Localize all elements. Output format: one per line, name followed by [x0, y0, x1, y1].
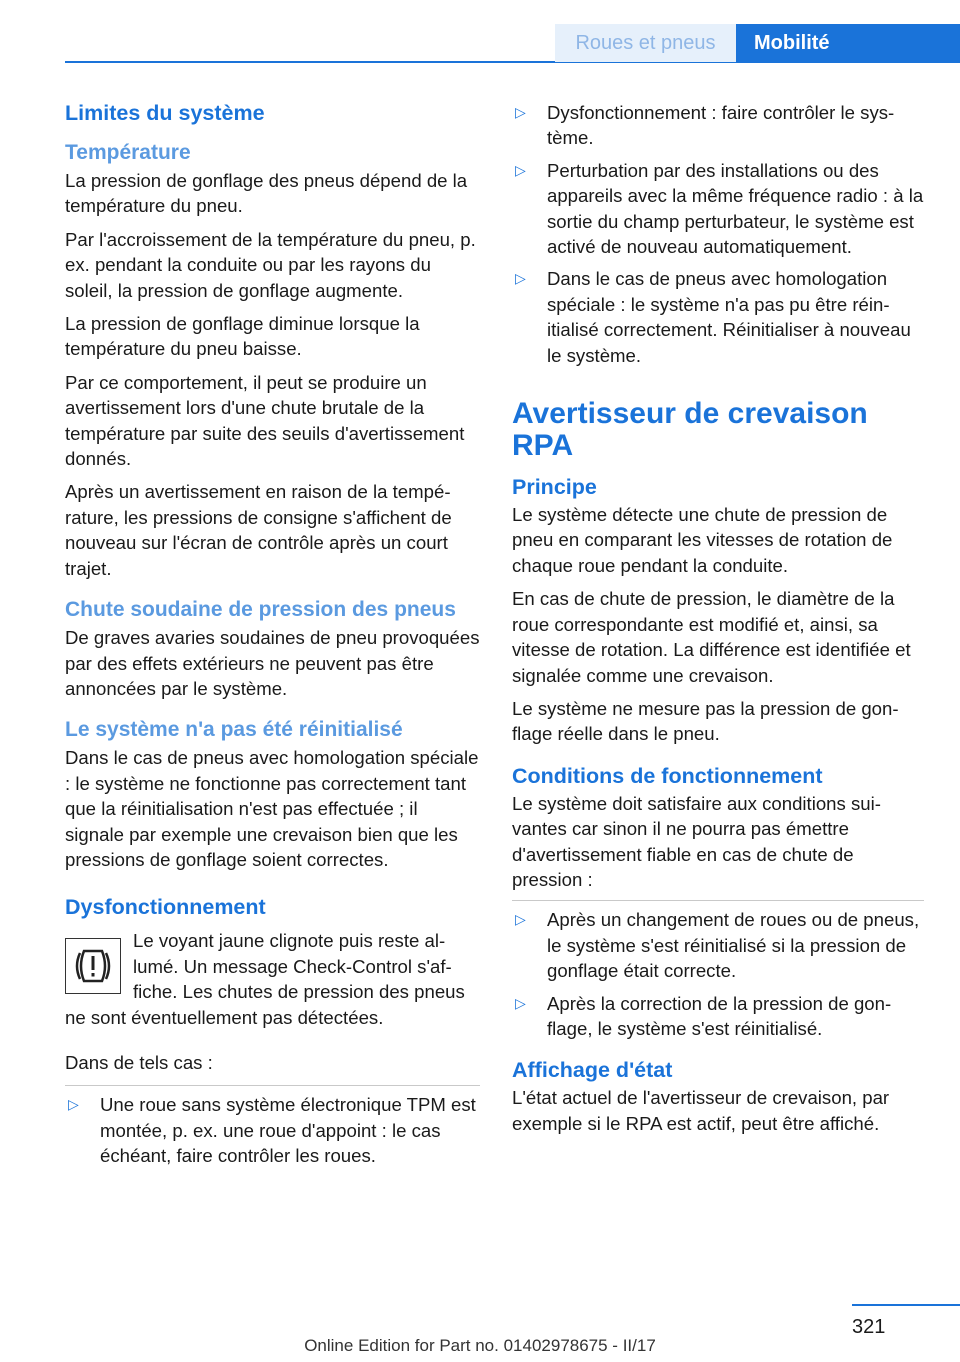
paragraph: Le système détecte une chute de pression de pneu en comparant les vitesses de rotation de chaque roue pendant la conduite. — [512, 504, 893, 576]
page-number-rule — [852, 1304, 960, 1306]
right-column — [512, 100, 924, 1144]
paragraph: La pression de gonflage des pneus dépend de la température du pneu. — [65, 170, 468, 217]
list-item: ▷ Perturbation par des installations ou des appareils avec la même fréquence radio : à la sortie du champ perturbateur, le système est activé de nouveau automatiquement. — [515, 159, 924, 258]
left-column — [65, 100, 480, 1177]
divider — [512, 900, 924, 901]
bullet-icon: ▷ — [515, 911, 526, 928]
malfunction-heading: Dysfonctionnement — [65, 895, 266, 920]
list-item: ▷ Une roue sans système électronique TPM est montée, p. ex. une roue d'appoint : le cas échéant, faire contrôler les roues. — [68, 1094, 476, 1167]
paragraph: Le système doit satisfaire aux conditions suivantes car sinon il ne pourra pas émettre d'avertissement fiable en cas de chute de pression : — [512, 792, 881, 890]
list-item: ▷ Dysfonctionnement : faire contrôler le système. — [515, 102, 895, 149]
paragraph: En cas de chute de pression, le diamètre de la roue correspondante est modifié et, ainsi, sa vitesse de rotation. La différence est identifiée et signalée comme une crevaison. — [512, 588, 911, 686]
divider — [65, 1085, 480, 1086]
paragraph: Après un avertissement en raison de la température, les pressions de consigne s'affichent de nouveau sur l'écran de contrôle après un court trajet. — [65, 481, 452, 579]
sudden-pressure-heading: Chute soudaine de pression des pneus — [65, 598, 456, 622]
tire-pressure-warning-icon — [65, 938, 121, 994]
list — [65, 1092, 480, 1168]
section-tab[interactable]: Roues et pneus — [555, 24, 736, 62]
temperature-heading: Température — [65, 141, 191, 164]
paragraph: L'état actuel de l'avertisseur de crevaison, par exemple si le RPA est actif, peut être affiché. — [512, 1087, 890, 1134]
page-number: 321 — [852, 1316, 886, 1338]
not-reset-heading: Le système n'a pas été réinitialisé — [65, 718, 403, 742]
paragraph: De graves avaries soudaines de pneu provoquées par des effets extérieurs ne peuvent pas être annoncées par le système. — [65, 627, 480, 699]
list-item: ▷ Dans le cas de pneus avec homologation spéciale : le système n'a pas pu être réinitialisé correctement. Réinitialiser à nouveau le système. — [515, 268, 911, 366]
warning-box — [65, 928, 480, 1050]
rpa-heading: Avertisseur de crevaison RPA — [512, 397, 868, 463]
bullet-icon: ▷ — [515, 994, 526, 1011]
paragraph: Dans de tels cas : — [65, 1051, 213, 1073]
paragraph: La pression de gonflage diminue lorsque la température du pneu baisse. — [65, 313, 420, 360]
list-item: ▷ Après la correction de la pression de gonflage, le système s'est réinitialisé. — [515, 992, 892, 1039]
bullet-icon: ▷ — [515, 161, 526, 178]
list — [512, 100, 924, 368]
paragraph: Par ce comportement, il peut se produire un avertissement lors d'une chute brutale de la température par suite des seuils d'avertissement donnés. — [65, 371, 465, 470]
bullet-icon: ▷ — [515, 104, 526, 120]
principle-heading: Principe — [512, 475, 597, 500]
paragraph: Par l'accroissement de la température du pneu, p. ex. pendant la conduite ou par les rayons du soleil, la pression de gonflage augmente. — [65, 228, 476, 301]
chapter-tab[interactable]: Mobilité — [736, 24, 960, 62]
bullet-icon: ▷ — [515, 270, 526, 287]
status-display-heading: Affichage d'état — [512, 1058, 673, 1083]
list-item: ▷ Après un changement de roues ou de pneus, le système s'est réinitialisé si la pression de gonflage était correcte. — [515, 909, 920, 982]
warning-text: Le voyant jaune clignote puis reste allumé. Un message Check-Control s'affiche. Les chutes de pression des pneus ne sont éventuellement pas détectées. — [65, 930, 465, 1028]
footer-edition: Online Edition for Part no. 01402978675 - II/17 — [304, 1336, 656, 1355]
paragraph: Le système ne mesure pas la pression de gonflage réelle dans le pneu. — [512, 697, 899, 745]
limits-heading: Limites du système — [65, 101, 265, 125]
paragraph: Dans le cas de pneus avec homologation spéciale : le système ne fonctionne pas correctement tant que la réinitialisation n'est pas effectuée ; il signale par exemple une crevaison bien que les pressions de gonflage soient correctes. — [65, 747, 479, 870]
list — [512, 907, 924, 1041]
bullet-icon: ▷ — [68, 1096, 79, 1113]
conditions-heading: Conditions de fonctionnement — [512, 763, 823, 788]
